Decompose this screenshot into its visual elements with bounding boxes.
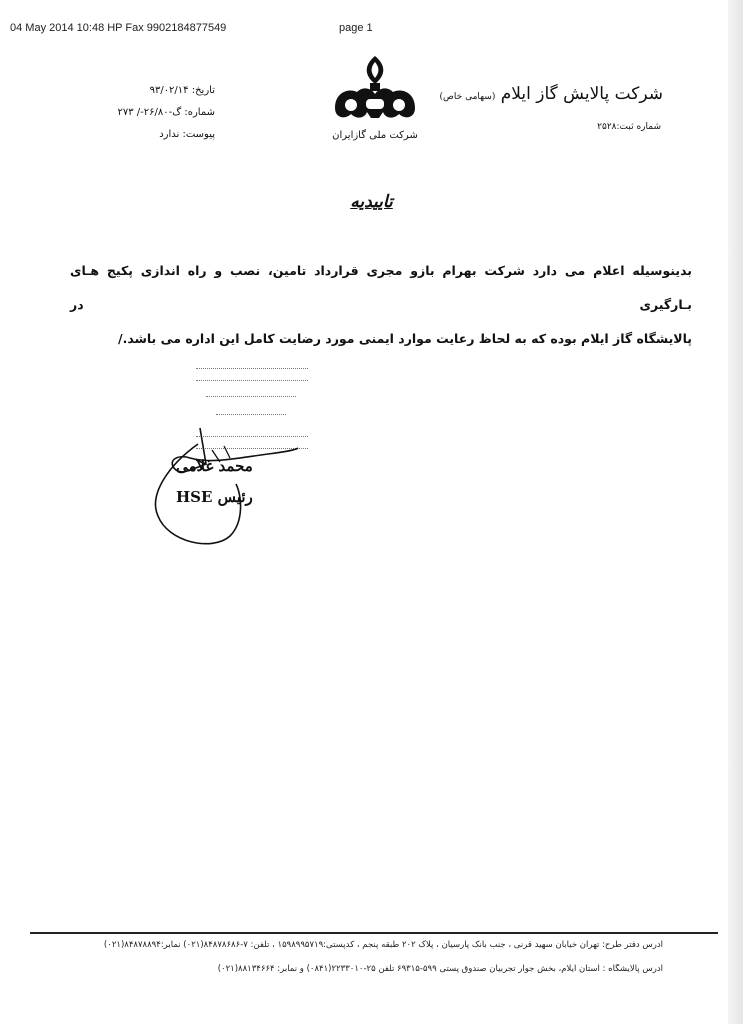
letterhead-logo bbox=[325, 54, 425, 149]
stamp-line bbox=[216, 414, 286, 415]
fax-transmission-line: 04 May 2014 10:48 HP Fax 9902184877549 bbox=[10, 22, 227, 34]
footer-refinery-address: آدرس پالایشگاه : استان ایلام، بخش جوار تجربیان صندوق پستی ۵۹۹-۶۹۳۱۵ تلفن ۲۵-۲۲۳۳۰۱۰(۰۸۴۱) و نمابر: ۸۸۱۳۴۶۶۴(۰۲۱) bbox=[217, 964, 663, 974]
footer-divider bbox=[30, 932, 718, 934]
signer-name: محمد غلامی bbox=[176, 457, 253, 475]
footer-office-address: آدرس دفتر طرح: تهران خیابان سهید قرنی ، جنب بانک پارسیان ، پلاک ۲۰۲ طبقه پنجم ، کدپستی:۱۵۹۸۹۹۵۷۱۹ ، تلفن: ۷-۸۴۸۷۸۶۸۶(۰۲۱) نمابر:۸۴۸۷۸۸۹۴(۰۲۱) bbox=[103, 940, 663, 950]
body-line-2: پالایشگاه گاز ایلام بوده که به لحاظ رعایت موارد ایمنی مورد رضایت کامل این اداره می باشد./ bbox=[118, 331, 692, 346]
company-name-text: شرکت پالایش گاز ایلام bbox=[500, 84, 663, 104]
scan-page-edge bbox=[728, 0, 743, 1024]
letter-number: شماره: گ-۲۶/۸۰-/ ۲۷۳ bbox=[117, 107, 215, 118]
gas-company-logo-icon bbox=[329, 54, 421, 126]
registration-number: شماره ثبت:۲۵۲۸ bbox=[597, 122, 661, 132]
stamp-line bbox=[196, 368, 308, 369]
company-name bbox=[440, 84, 663, 104]
letter-date: تاریخ: ۹۳/۰۲/۱۴ bbox=[149, 85, 215, 96]
stamp-line bbox=[206, 396, 296, 397]
letter-body bbox=[70, 254, 692, 356]
logo-caption: شرکت ملی گازایران bbox=[332, 130, 418, 141]
signer-title: رئیس HSE bbox=[176, 488, 253, 506]
letter-attachment: پیوست: ندارد bbox=[159, 129, 215, 140]
body-line-1: بدینوسیله اعلام می دارد شرکت بهرام بازو مجری قرارداد تامین، نصب و راه اندازی پکیج هـای بـارگیری در bbox=[70, 263, 692, 312]
letter-meta bbox=[117, 80, 215, 146]
stamp-line bbox=[196, 380, 308, 381]
document-title: تاییدیه bbox=[350, 192, 393, 212]
fax-page-number: page 1 bbox=[339, 22, 373, 34]
company-type: (سهامی خاص) bbox=[439, 92, 496, 102]
